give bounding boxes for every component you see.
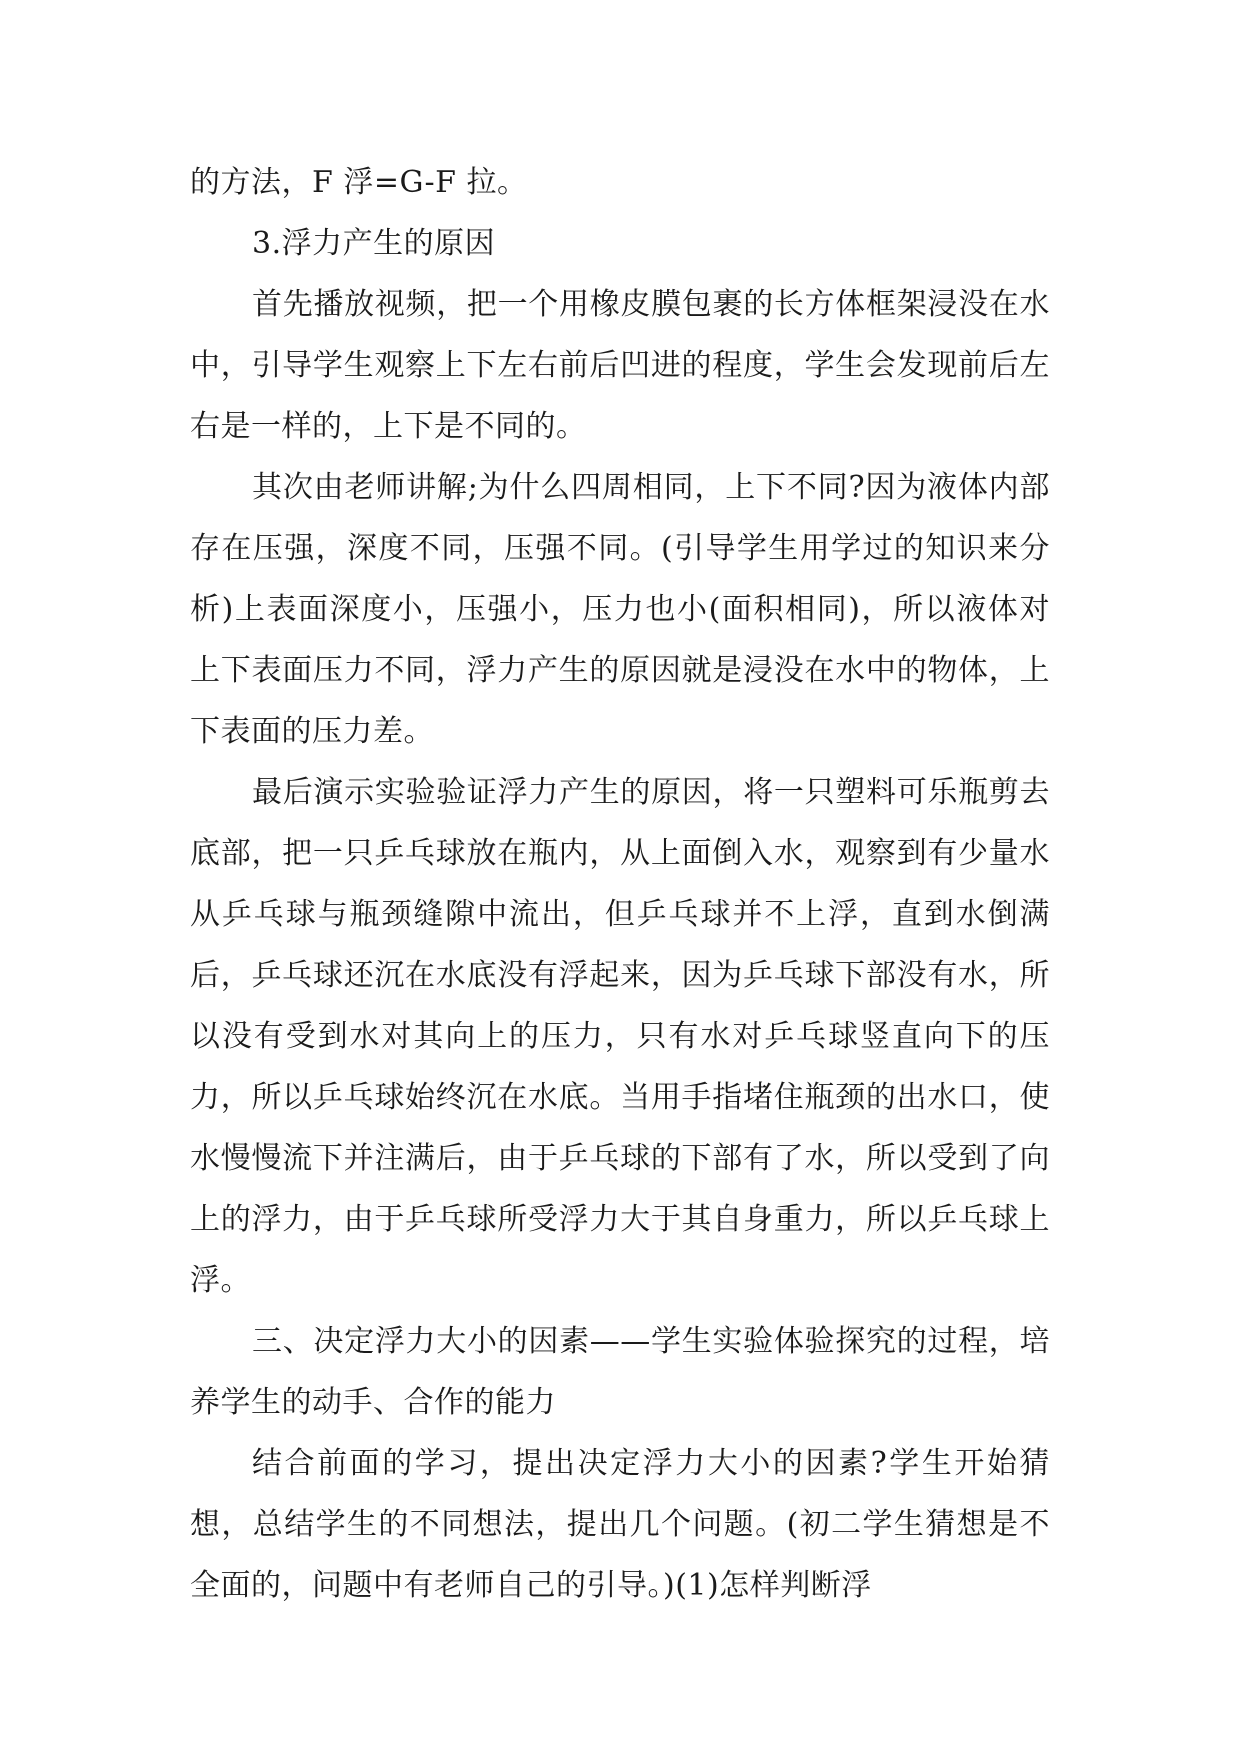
paragraph-teacher-explanation: 其次由老师讲解;为什么四周相同，上下不同?因为液体内部存在压强，深度不同，压强不同。(引导学生用学过的知识来分析)上表面深度小，压强小，压力也小(面积相同)，所以液体对上下表面压力不同，浮力产生的原因就是浸没在水中的物体，上下表面的压力差。	[190, 470, 1050, 749]
paragraph-video-demo: 首先播放视频，把一个用橡皮膜包裹的长方体框架浸没在水中，引导学生观察上下左右前后凹进的程度，学生会发现前后左右是一样的，上下是不同的。	[190, 287, 1050, 444]
paragraph-continuation: 的方法，F 浮=G-F 拉。	[190, 165, 528, 200]
paragraph-student-hypothesis: 结合前面的学习，提出决定浮力大小的因素?学生开始猜想，总结学生的不同想法，提出几个问题。(初二学生猜想是不全面的，问题中有老师自己的引导。)(1)怎样判断浮	[190, 1446, 1050, 1603]
paragraph-experiment-demo: 最后演示实验验证浮力产生的原因，将一只塑料可乐瓶剪去底部，把一只乒乓球放在瓶内，从上面倒入水，观察到有少量水从乒乓球与瓶颈缝隙中流出，但乒乓球并不上浮，直到水倒满后，乒乓球还沉在水底没有浮起来，因为乒乓球下部没有水，所以没有受到水对其向上的压力，只有水对乒乓球竖直向下的压力，所以乒乓球始终沉在水底。当用手指堵住瓶颈的出水口，使水慢慢流下并注满后，由于乒乓球的下部有了水，所以受到了向上的浮力，由于乒乓球所受浮力大于其自身重力，所以乒乓球上浮。	[190, 775, 1050, 1298]
section-heading-buoyancy-cause: 3.浮力产生的原因	[252, 226, 496, 261]
section-heading-buoyancy-factors: 三、决定浮力大小的因素——学生实验体验探究的过程，培养学生的动手、合作的能力	[190, 1324, 1050, 1420]
document-body	[190, 152, 1050, 1616]
